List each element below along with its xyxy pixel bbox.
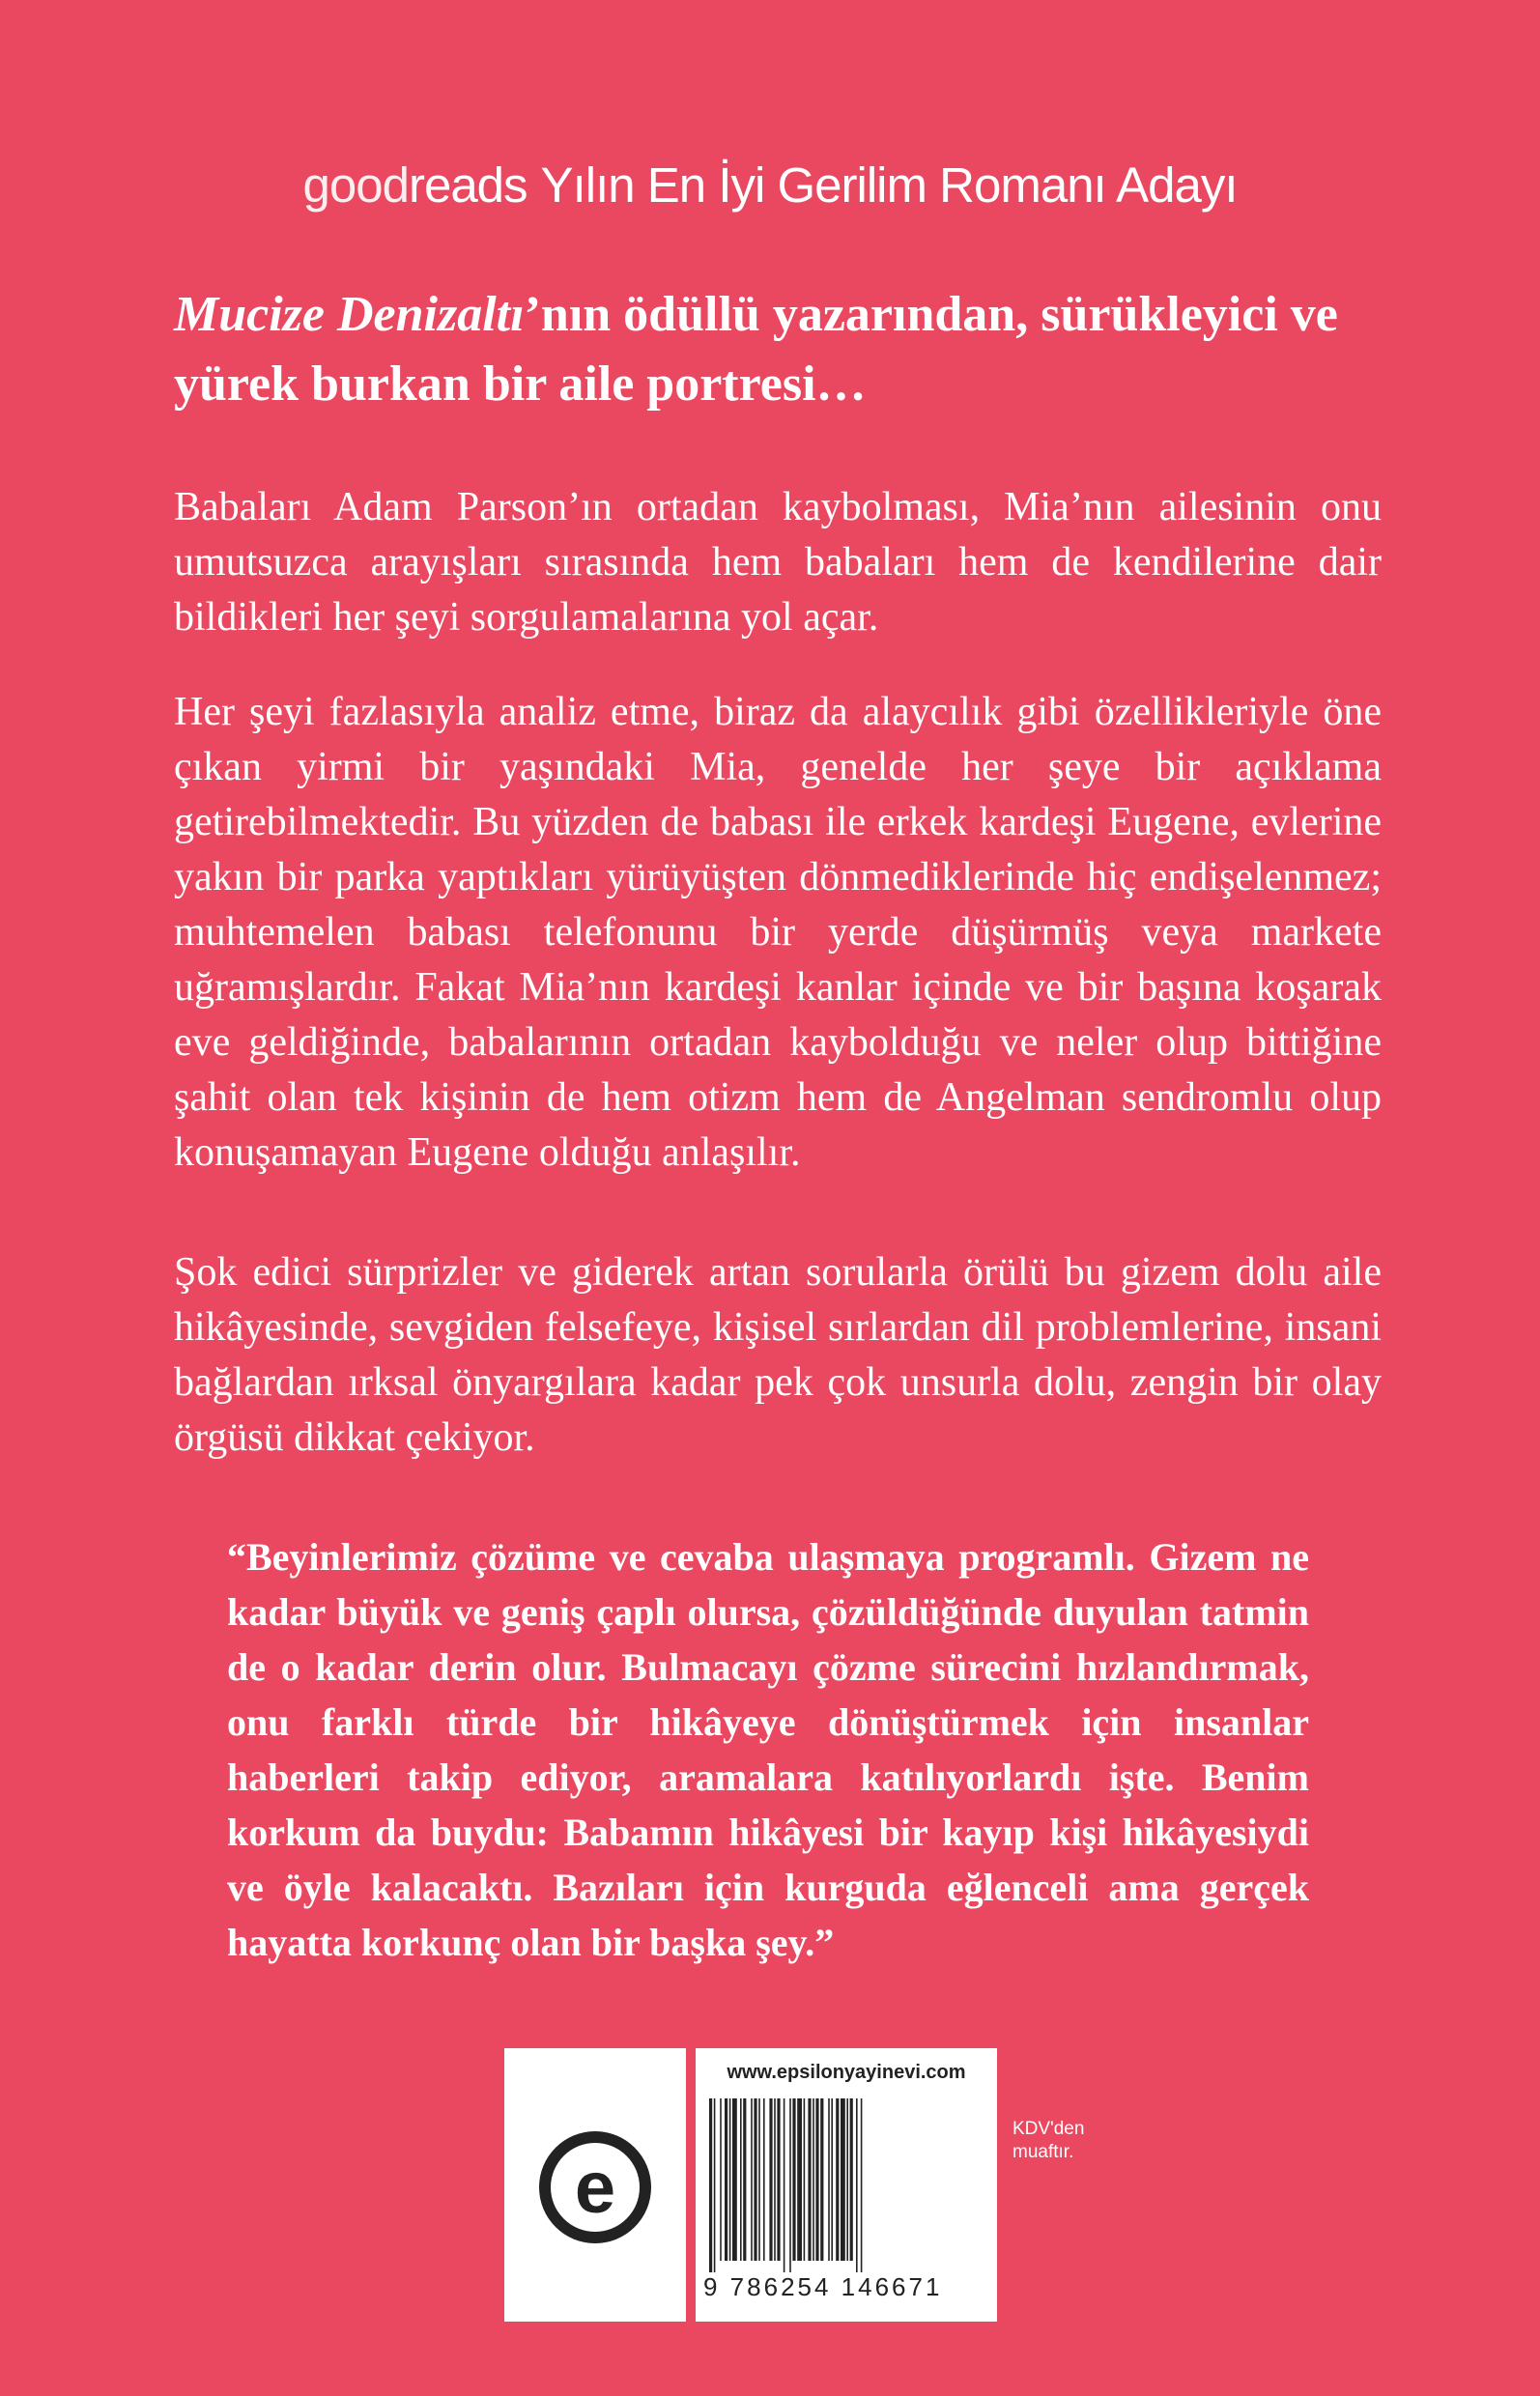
barcode-bar [831, 2098, 833, 2261]
barcode-bar [769, 2098, 772, 2261]
publisher-logo-box [504, 2048, 686, 2322]
barcode-bar [774, 2098, 776, 2261]
isbn-barcode [709, 2098, 984, 2272]
tagline [174, 280, 1382, 419]
barcode-bar [720, 2098, 722, 2261]
excerpt-quote: “Beyinlerimiz çözüme ve cevaba ulaşmaya programlı. Gizem ne kadar büyük ve geniş çaplı olursa, çözüldüğünde duyulan tatmin de o kadar derin olur. Bulmacayı çözme sürecini hızlandırmak, onu farklı türde bir hikâyeye dönüştürmek için insanlar haberleri takip ediyor, aramalara katılıyorlardı işte. Benim korkum da buydu: Babamın hikâyesi bir kayıp kişi hikâyesiydi ve öyle kalacaktı. Bazıları için kurguda eğlenceli ama gerçek hayatta korkunç olan bir başka şey.” [227, 1535, 1309, 1964]
barcode-bar [754, 2098, 756, 2261]
barcode-bar [804, 2098, 806, 2261]
synopsis-paragraph-2: Her şeyi fazlasıyla analiz etme, biraz da alaycılık gibi özellikleriyle öne çıkan yirmi bir yaşındaki Mia, genelde her şeye bir açıklama getirebilmektedir. Bu yüzden de babası ile erkek kardeşi Eugene, evlerine yakın bir parka yaptıkları yürüyüşten dönmediklerinde hiç endişelenmez; muhtemelen babası telefonunu bir yerde düşürmüş veya markete uğramışlardır. Fakat Mia’nın kardeşi kanlar içinde ve bir başına koşarak eve geldiğinde, babalarının ortadan kaybolduğu ve neler olup bittiğine şahit olan tek kişinin de hem otizm hem de Angelman sendromlu olup konuşamayan Eugene olduğu anlaşılır. [174, 690, 1382, 1175]
barcode-bar [743, 2098, 746, 2261]
barcode-bar [740, 2098, 742, 2261]
barcode-bar [777, 2098, 780, 2261]
barcode-box [696, 2048, 997, 2322]
goodreads-logo-reads: reads [408, 157, 528, 213]
barcode-bar [861, 2098, 863, 2272]
publisher-website: www.epsilonyayinevi.com [727, 2062, 966, 2083]
barcode-bar [725, 2098, 727, 2261]
previous-book-title: Mucize Denizaltı [174, 287, 525, 342]
barcode-bar [784, 2098, 785, 2272]
barcode-bar [828, 2098, 830, 2261]
synopsis-paragraph-1: Babaları Adam Parson’ın ortadan kaybolması, Mia’nın ailesinin onu umutsuzca arayışları sırasında hem babaları hem de kendilerine dair bildikleri her şeyi sorgulamalarına yol açar. [174, 485, 1382, 640]
epsilon-logo-icon [533, 2125, 657, 2249]
barcode-bar [820, 2098, 823, 2261]
barcode-bar [797, 2098, 802, 2261]
isbn-number: 9 786254 146671 [703, 2272, 943, 2301]
epsilon-logo-letter: e [574, 2147, 616, 2229]
barcode-bar [789, 2098, 791, 2272]
barcode-bar [709, 2098, 712, 2272]
barcode-bar [808, 2098, 811, 2261]
barcode-bar [763, 2098, 765, 2261]
barcode-bar [714, 2098, 716, 2272]
barcode-bar [758, 2098, 760, 2261]
award-header [0, 147, 1540, 224]
barcode-bar [729, 2098, 731, 2261]
barcode-bar [813, 2098, 814, 2261]
tax-exempt-note: KDV'den muaftır. [1012, 2119, 1085, 2162]
barcode-bar [850, 2098, 853, 2261]
barcode-bar [836, 2098, 839, 2261]
synopsis-paragraph-3: Şok edici sürprizler ve giderek artan sorularla örülü bu gizem dolu aile hikâyesinde, sevgiden felsefeye, kişisel sırlardan dil problemlerine, insani bağlardan ırksal önyargılara kadar pek çok unsurla dolu, zengin bir olay örgüsü dikkat çekiyor. [174, 1250, 1382, 1460]
barcode-bar [856, 2098, 858, 2272]
tagline-text: ’nın ödüllü yazarından, sürükleyici ve yürek burkan bir aile portresi… [174, 287, 1338, 412]
award-title: Yılın En İyi Gerilim Romanı Adayı [540, 157, 1238, 213]
barcode-bar [846, 2098, 848, 2261]
barcode-bar [751, 2098, 753, 2261]
goodreads-logo-good: good [302, 157, 409, 213]
barcode-bar [732, 2098, 737, 2261]
barcode-bar [792, 2098, 795, 2261]
barcode-bar [815, 2098, 818, 2261]
barcode-bar [841, 2098, 845, 2261]
